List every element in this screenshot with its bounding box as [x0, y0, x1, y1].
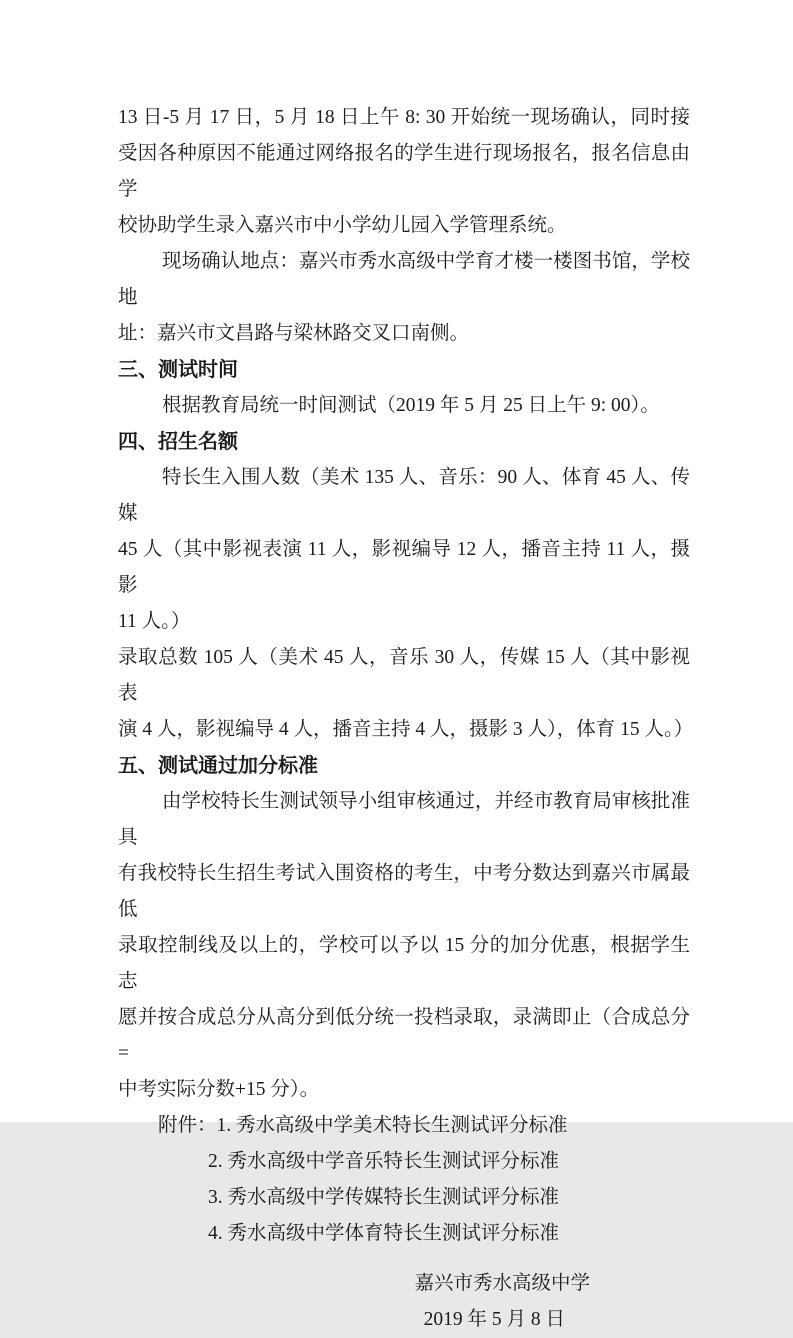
registration-paragraph-line: 13 日-5 月 17 日，5 月 18 日上午 8: 30 开始统一现场确认，同时接 [118, 107, 690, 128]
quota-shortlist-line: 11 人。） [118, 611, 191, 632]
quota-admission-line: 录取总数 105 人（美术 45 人，音乐 30 人，传媒 15 人（其中影视表 [118, 647, 690, 704]
signature-spacer [118, 1252, 690, 1266]
bonus-policy-line: 有我校特长生招生考试入围资格的考生，中考分数达到嘉兴市属最低 [118, 863, 690, 920]
quota-shortlist-line: 45 人（其中影视表演 11 人，影视编导 12 人，播音主持 11 人，摄影 [118, 539, 690, 596]
quota-shortlist-line: 特长生入围人数（美术 135 人、音乐：90 人、体育 45 人、传媒 [118, 467, 690, 524]
attachment-item: 2. 秀水高级中学音乐特长生测试评分标准 [208, 1151, 560, 1172]
bonus-policy-line: 录取控制线及以上的，学校可以予以 15 分的加分优惠，根据学生志 [118, 935, 690, 992]
confirmation-paragraph-line: 现场确认地点：嘉兴市秀水高级中学育才楼一楼图书馆，学校地 [118, 251, 690, 308]
bonus-policy-line: 中考实际分数+15 分）。 [118, 1079, 320, 1100]
confirmation-paragraph-line: 址：嘉兴市文昌路与梁林路交叉口南侧。 [118, 323, 470, 344]
bonus-policy-line: 愿并按合成总分从高分到低分统一投档录取，录满即止（合成总分= [118, 1007, 690, 1064]
signature-date: 2019 年 5 月 8 日 [423, 1309, 565, 1330]
section-heading-bonus-policy: 五、测试通过加分标准 [118, 755, 318, 777]
signature-organization: 嘉兴市秀水高级中学 [414, 1273, 590, 1294]
attachment-item: 3. 秀水高级中学传媒特长生测试评分标准 [208, 1187, 560, 1208]
section-heading-enrollment-quota: 四、招生名额 [118, 431, 238, 453]
registration-paragraph-line: 受因各种原因不能通过网络报名的学生进行现场报名，报名信息由学 [118, 143, 690, 200]
attachment-item: 4. 秀水高级中学体育特长生测试评分标准 [208, 1223, 560, 1244]
registration-paragraph-line: 校协助学生录入嘉兴市中小学幼儿园入学管理系统。 [118, 215, 567, 236]
test-time-line: 根据教育局统一时间测试（2019 年 5 月 25 日上午 9: 00）。 [162, 395, 660, 416]
quota-admission-line: 演 4 人，影视编导 4 人，播音主持 4 人，摄影 3 人），体育 15 人。） [118, 719, 694, 740]
section-heading-test-time: 三、测试时间 [118, 359, 238, 381]
bonus-policy-line: 由学校特长生测试领导小组审核通过，并经市教育局审核批准具 [118, 791, 690, 848]
attachments-label-line: 附件：1. 秀水高级中学美术特长生测试评分标准 [158, 1115, 568, 1136]
